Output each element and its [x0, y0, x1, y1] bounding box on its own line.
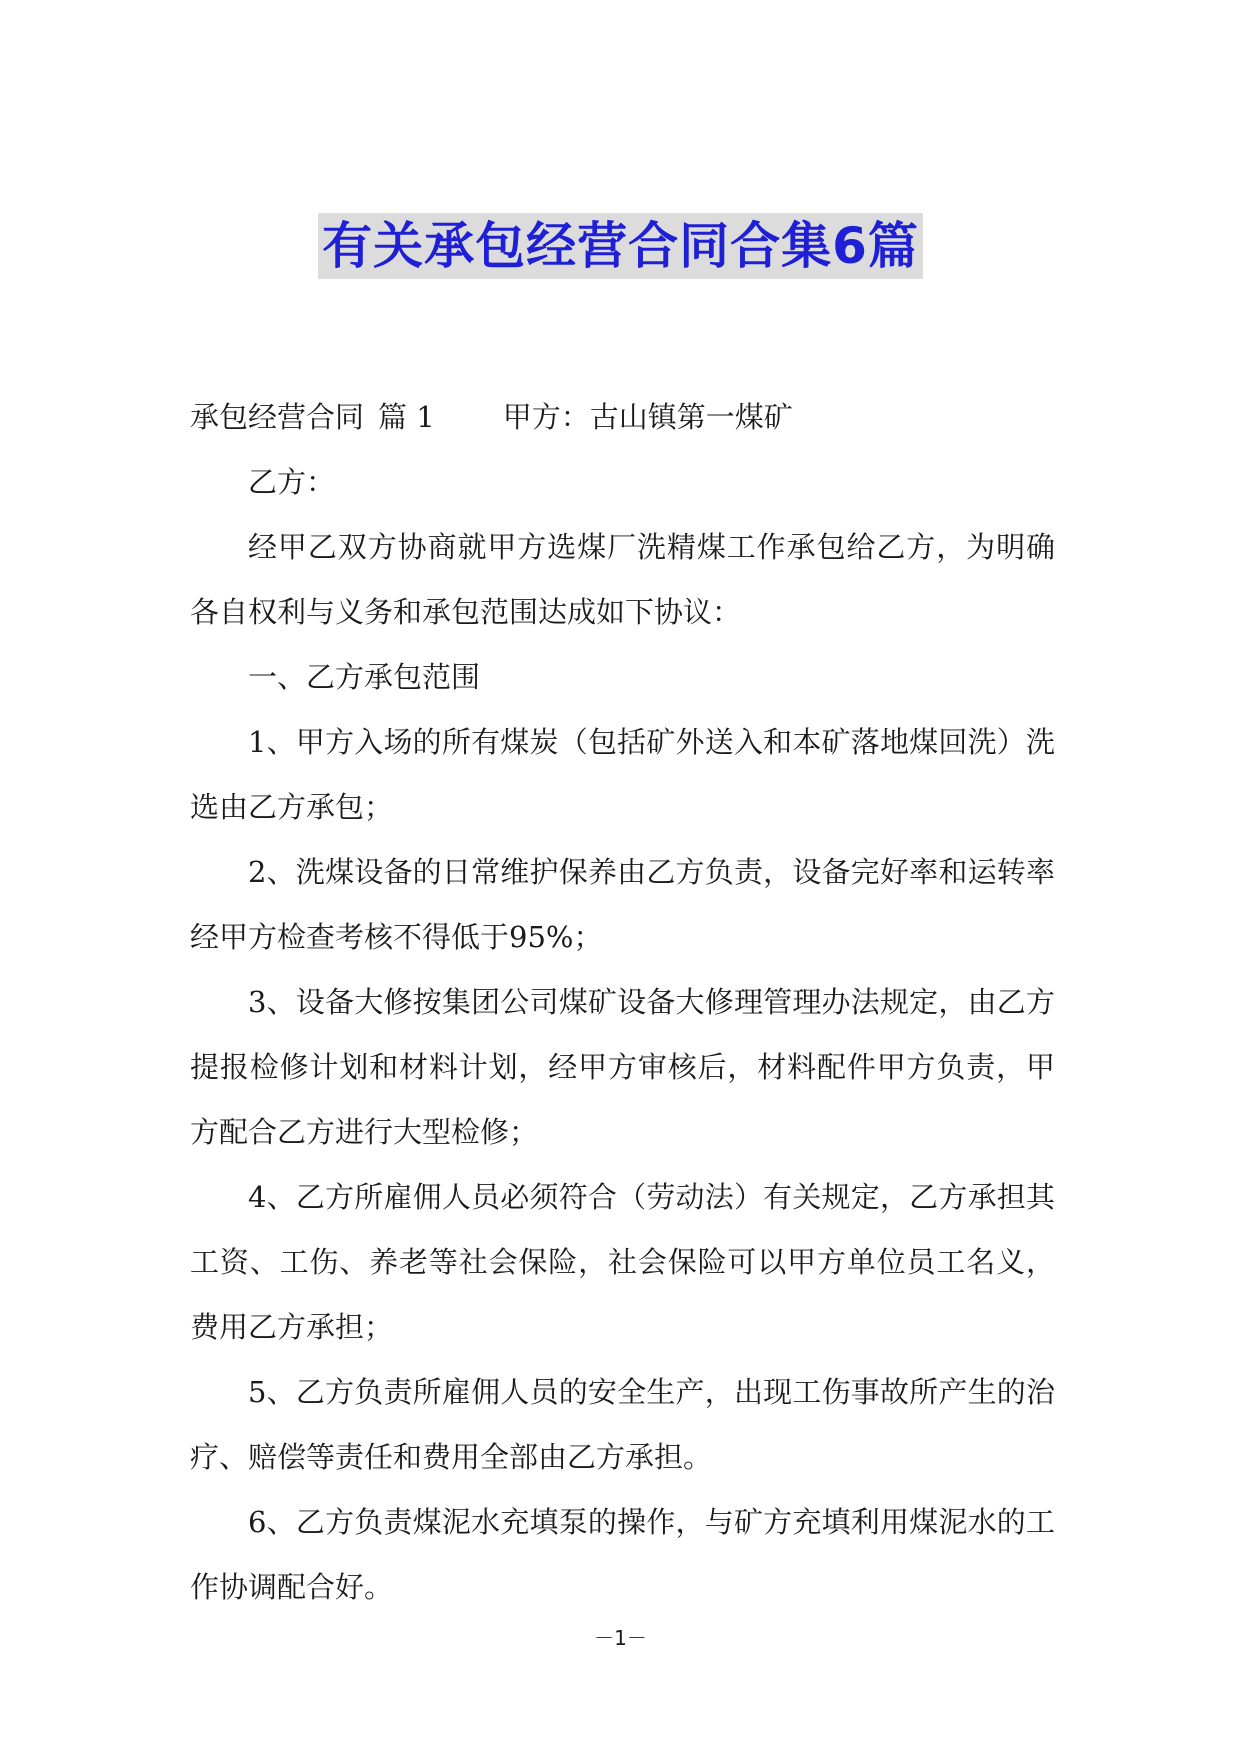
party-b: 乙方：	[248, 465, 336, 499]
paragraph-item-2: 2、洗煤设备的日常维护保养由乙方负责，设备完好率和运转率经甲方检查考核不得低于95%；	[190, 855, 1055, 954]
document-body	[190, 385, 1055, 1620]
section-number: 篇 1	[378, 400, 435, 434]
section-label: 承包经营合同	[190, 400, 365, 434]
page-number: －1－	[594, 1626, 647, 1650]
document-title: 有关承包经营合同合集6篇	[318, 213, 923, 279]
paragraph-item-4: 4、乙方所雇佣人员必须符合（劳动法）有关规定，乙方承担其工资、工伤、养老等社会保险，社会保险可以甲方单位员工名义，费用乙方承担；	[190, 1180, 1055, 1344]
paragraph-intro: 经甲乙双方协商就甲方选煤厂洗精煤工作承包给乙方，为明确各自权利与义务和承包范围达成如下协议：	[190, 530, 1055, 629]
section-header-line	[190, 385, 1055, 450]
paragraph-heading-scope: 一、乙方承包范围	[248, 660, 481, 694]
party-a: 甲方：古山镇第一煤矿	[502, 400, 793, 434]
title-container	[0, 213, 1241, 279]
paragraph-item-5: 5、乙方负责所雇佣人员的安全生产，出现工伤事故所产生的治疗、赔偿等责任和费用全部由乙方承担。	[190, 1375, 1055, 1474]
paragraph-item-6: 6、乙方负责煤泥水充填泵的操作，与矿方充填利用煤泥水的工作协调配合好。	[190, 1505, 1055, 1604]
paragraph-item-3: 3、设备大修按集团公司煤矿设备大修理管理办法规定，由乙方提报检修计划和材料计划，经甲方审核后，材料配件甲方负责，甲方配合乙方进行大型检修；	[190, 985, 1055, 1149]
paragraph-item-1: 1、甲方入场的所有煤炭（包括矿外送入和本矿落地煤回洗）洗选由乙方承包；	[190, 725, 1055, 824]
